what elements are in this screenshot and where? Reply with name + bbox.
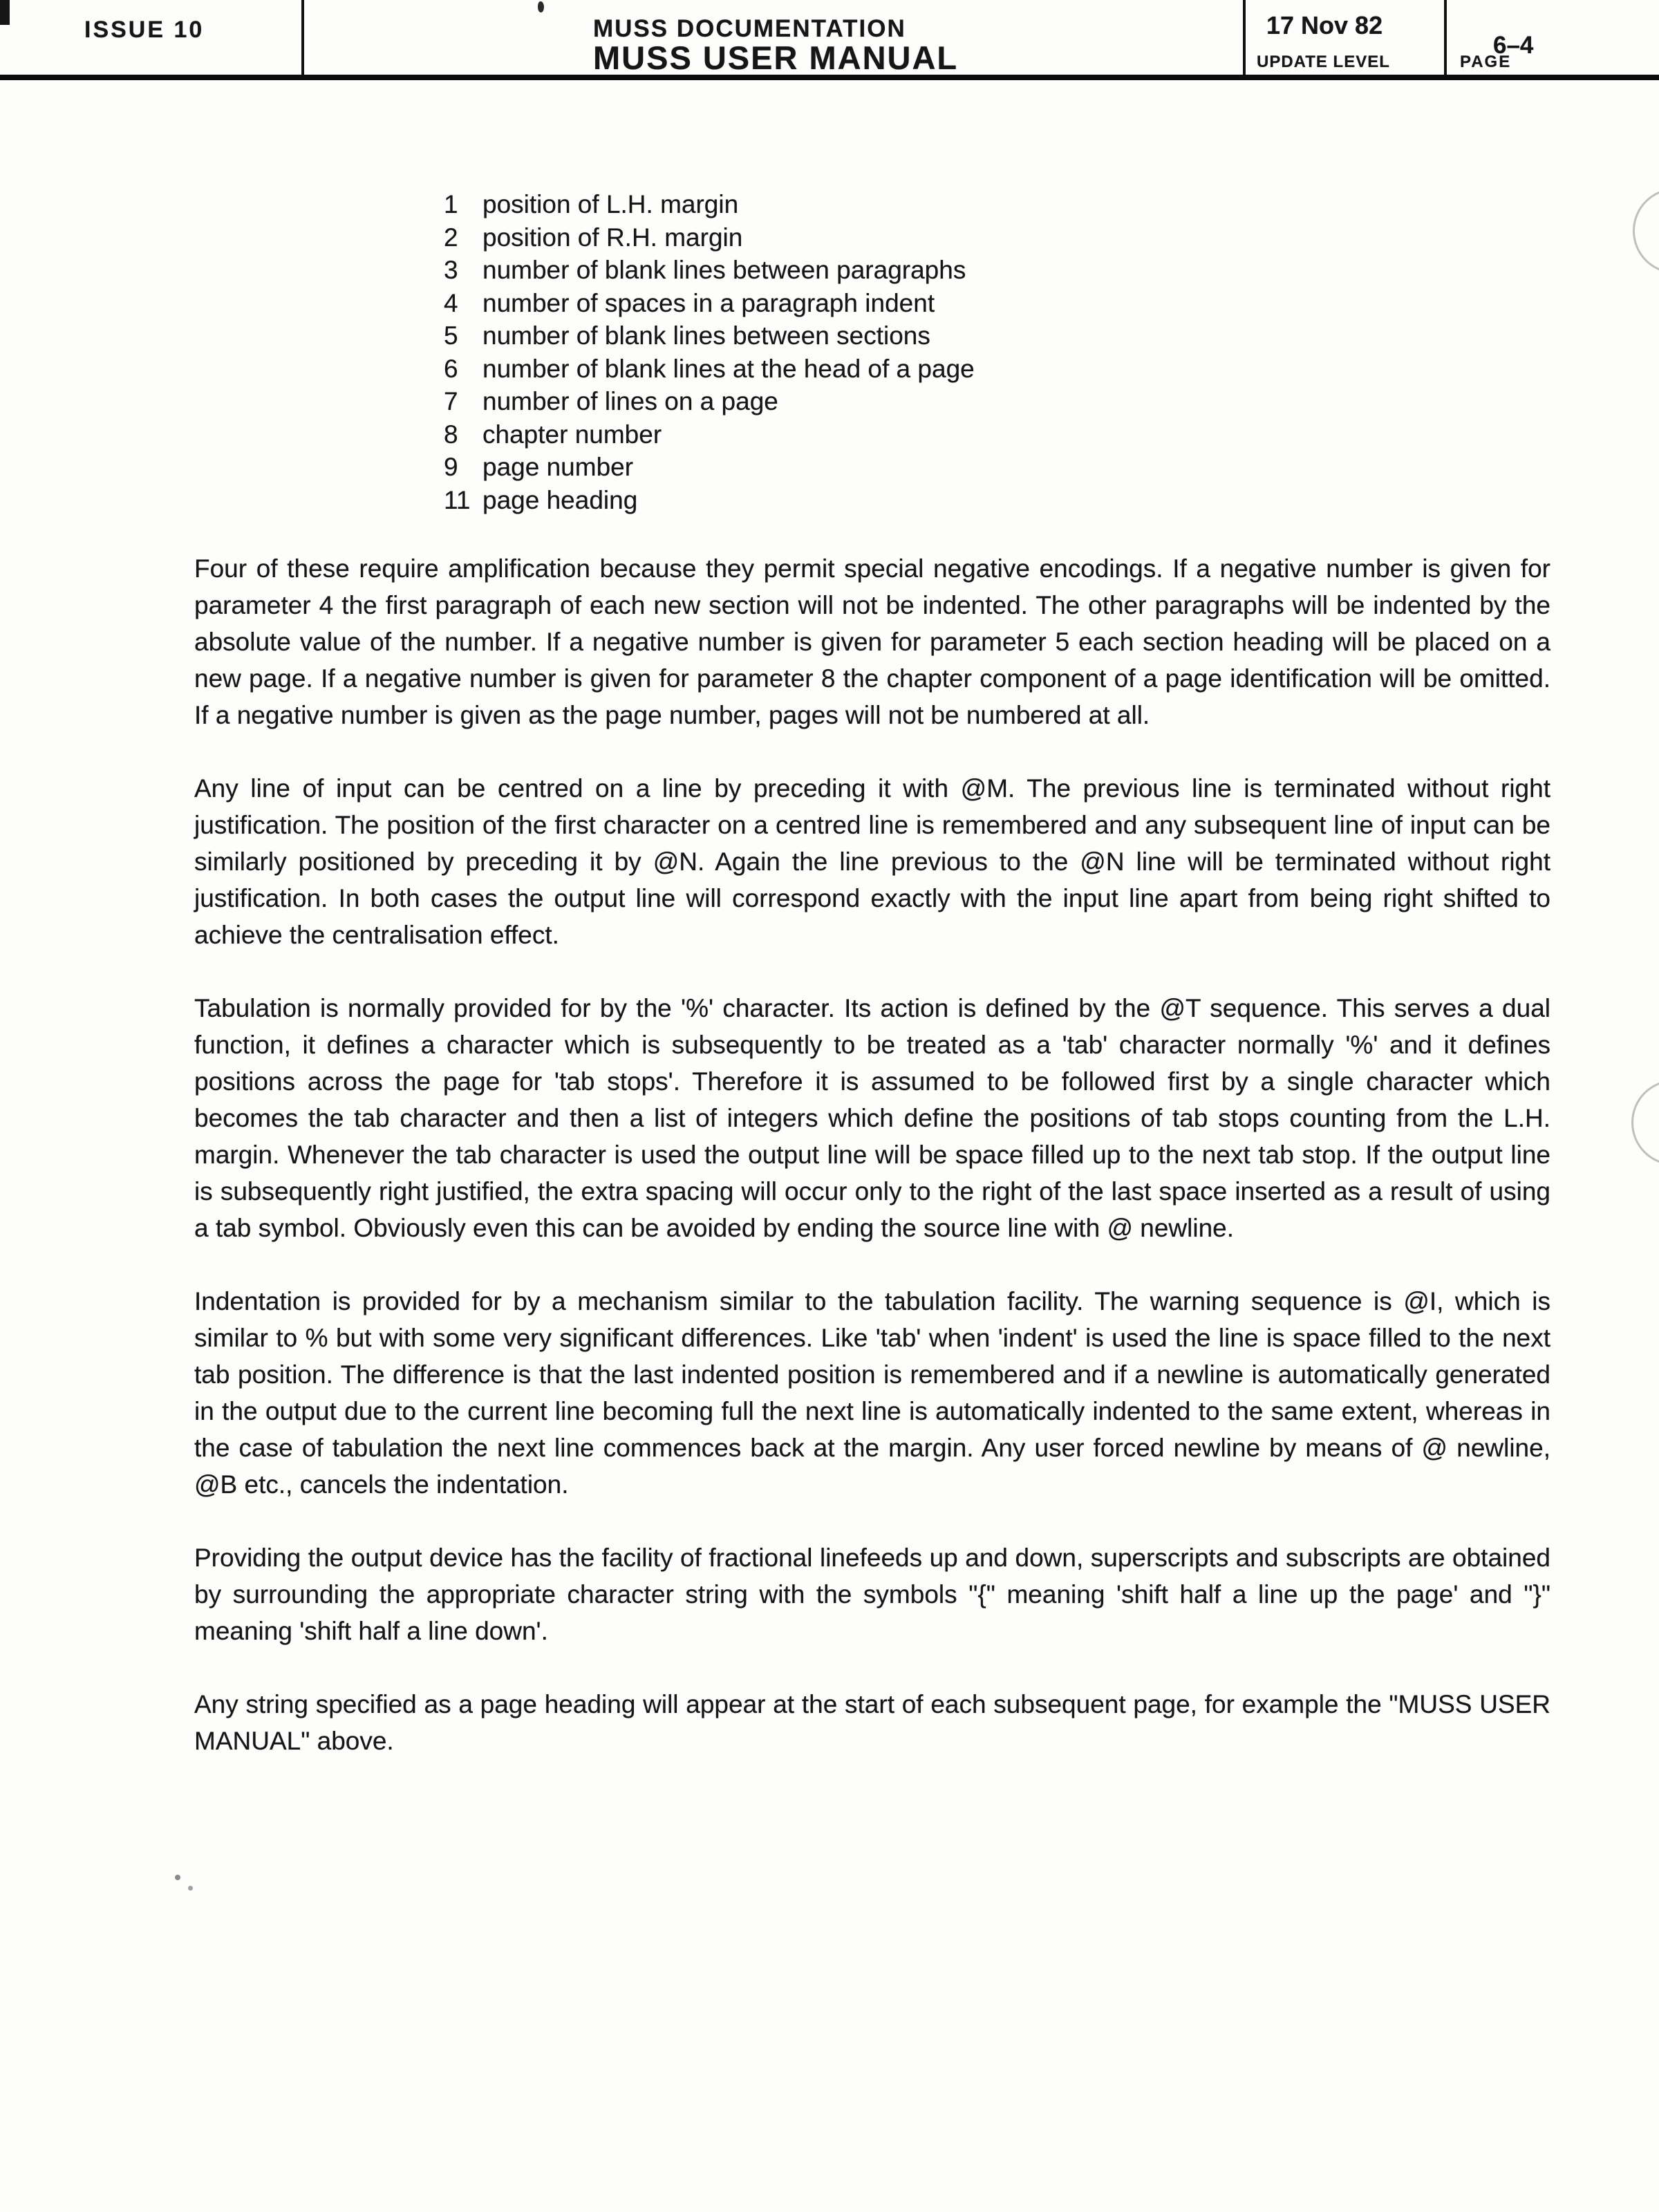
list-item-text: number of blank lines between sections xyxy=(482,321,930,350)
header-divider-3 xyxy=(1444,0,1447,77)
page-label: PAGE xyxy=(1460,53,1512,71)
punch-hole-shadow-1 xyxy=(1633,188,1659,274)
body-paragraph: Providing the output device has the facility of fractional linefeeds up and down, superscripts and subscripts are obtained by surrounding the appropriate character string with the symbols "{" meaning 'shift half a line up the page' and "}" meaning 'shift half a line down'. xyxy=(194,1544,1550,1645)
list-item xyxy=(444,418,975,451)
punch-hole-shadow-2 xyxy=(1631,1080,1659,1165)
list-item xyxy=(444,385,975,418)
list-item-text: position of L.H. margin xyxy=(482,190,739,218)
list-item xyxy=(444,188,975,221)
body-paragraph: Any line of input can be centred on a line by preceding it with @M. The previous line is terminated without right justification. The position of the first character on a centred line is remembered and any subsequent line of input can be similarly positioned by preceding it by @N. Again the line previous to the @N line will be terminated without right justification. In both cases the output line will correspond exactly with the input line apart from being right shifted to achieve the centralisation effect. xyxy=(194,774,1550,949)
update-date: 17 Nov 82 xyxy=(1266,11,1383,39)
issue-label: ISSUE 10 xyxy=(84,17,205,43)
manual-title: MUSS USER MANUAL xyxy=(593,39,959,76)
scan-speck-2 xyxy=(188,1886,193,1891)
list-item-text: position of R.H. margin xyxy=(482,223,743,252)
page-number: 6–4 xyxy=(1493,32,1534,59)
list-item xyxy=(444,287,975,320)
list-item-number: 8 xyxy=(444,420,458,449)
list-item-text: number of blank lines between paragraphs xyxy=(482,256,966,284)
list-item xyxy=(444,451,975,484)
body-paragraph: Tabulation is normally provided for by the '%' character. Its action is defined by the @T sequence. This serves a dual function, it defines a character which is subsequently to be treated as a 'tab' character normally '%' and it defines positions across the page for 'tab stops'. Therefore it is assumed to be followed first by a single character which becomes the tab character and then a list of integers which define the positions of tab stops counting from the L.H. margin. Whenever the tab character is used the output line will be space filled up to the next tab stop. If the output line is subsequently right justified, the extra spacing will occur only to the right of the last space inserted as a result of using a tab symbol. Obviously even this can be avoided by ending the source line with @ newline. xyxy=(194,994,1550,1242)
scan-speck-top xyxy=(538,1,544,12)
list-item xyxy=(444,484,975,517)
parameter-list xyxy=(444,188,975,516)
list-item-text: number of lines on a page xyxy=(482,387,778,415)
update-level-label: UPDATE LEVEL xyxy=(1257,53,1390,71)
list-item-text: chapter number xyxy=(482,420,662,449)
body-paragraph: Four of these require amplification because they permit special negative encodings. If a negative number is given for parameter 4 the first paragraph of each new section will not be indented. The other paragraphs will be indented by the absolute value of the number. If a negative number is given for parameter 5 each section heading will be placed on a new page. If a negative number is given for parameter 8 the chapter component of a page identification will be omitted. If a negative number is given as the page number, pages will not be numbered at all. xyxy=(194,554,1550,729)
scan-speck-1 xyxy=(175,1875,180,1880)
list-item-number: 6 xyxy=(444,354,458,383)
header-divider-1 xyxy=(301,0,304,77)
list-item xyxy=(444,221,975,254)
list-item-number: 4 xyxy=(444,288,458,317)
list-item-number: 1 xyxy=(444,190,458,218)
list-item-number: 11 xyxy=(444,485,471,514)
list-item xyxy=(444,353,975,386)
list-item-number: 2 xyxy=(444,223,458,252)
body-paragraph: Any string specified as a page heading will appear at the start of each subsequent page, for example the "MUSS USER MANUAL" above. xyxy=(194,1690,1550,1755)
body-text xyxy=(194,550,1550,1759)
list-item-number: 7 xyxy=(444,387,458,415)
list-item-number: 5 xyxy=(444,321,458,350)
list-item xyxy=(444,254,975,287)
body-paragraph: Indentation is provided for by a mechanism similar to the tabulation facility. The warning sequence is @I, which is similar to % but with some very significant differences. Like 'tab' when 'indent' is used the line is space filled to the next tab position. The difference is that the last indented position is remembered and if a newline is automatically generated in the output due to the current line becoming full the next line is automatically indented to the same extent, whereas in the case of tabulation the next line commences back at the margin. Any user forced newline by means of @ newline, @B etc., cancels the indentation. xyxy=(194,1287,1550,1499)
list-item-text: number of spaces in a paragraph indent xyxy=(482,288,935,317)
scan-corner-mark xyxy=(0,0,10,25)
list-item-text: page number xyxy=(482,453,634,481)
header-divider-2 xyxy=(1243,0,1246,77)
list-item-text: page heading xyxy=(482,485,638,514)
list-item-number: 9 xyxy=(444,453,458,481)
document-title: MUSS DOCUMENTATION xyxy=(593,15,906,42)
list-item-number: 3 xyxy=(444,256,458,284)
list-item xyxy=(444,319,975,353)
list-item-text: number of blank lines at the head of a page xyxy=(482,354,975,383)
